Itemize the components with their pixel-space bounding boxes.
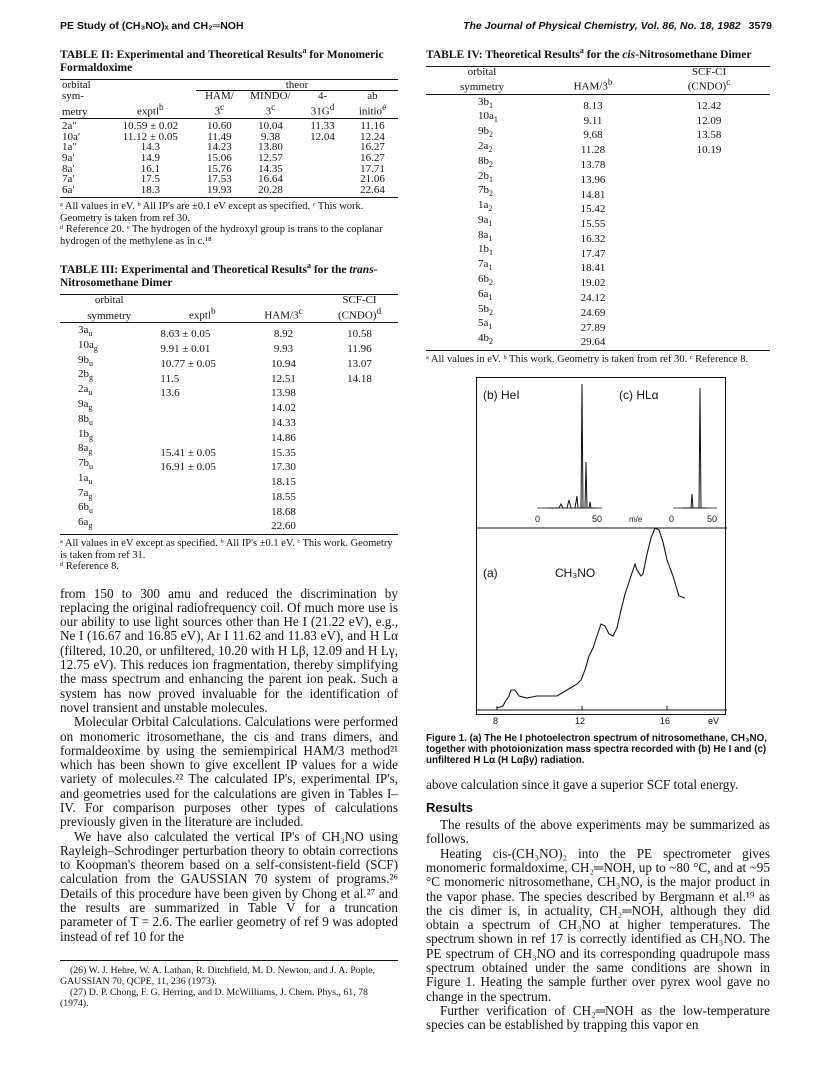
table-row bbox=[60, 502, 398, 517]
ham3-value: 27.89 bbox=[580, 321, 606, 334]
abinitio-value: 17.71 bbox=[360, 162, 385, 175]
exptl-value: 18.3 bbox=[105, 185, 196, 198]
abinitio-value: 21.06 bbox=[360, 173, 385, 186]
scf-ci-value bbox=[648, 215, 770, 230]
abinitio-value: 12.24 bbox=[360, 130, 385, 143]
mindo3-value: 13.80 bbox=[258, 141, 283, 154]
paragraph: from 150 to 300 amu and reduced the discrimination by replacing the original radiofrequency coil. Of much more use is our ability to use light sources other than He I (21.22 eV), e.g., Ne I (16.67 and 16.85 eV), Ar I 11.62 and 11.83 eV), and H Lα (filtered, 10.20, or unfiltered, 10.20 with H Lβ, 12.09 and H Lγ, 12.75 eV). This reduces ion fragmentation, thereby simplifying the mass spectrum and enhancing the parent ion peak. Such a system has now proved invaluable for the identification of novel transient and unstable molecules. bbox=[60, 585, 398, 715]
table-row bbox=[60, 414, 398, 429]
scf-ci-value: 13.58 bbox=[696, 129, 722, 142]
reference-26: (26) W. J. Hehre, W. A. Lathan, R. Ditchfield, M. D. Newton, and J. A. Pople, GAUSSIAN 70, QCPE, 11, 236 (1973). bbox=[60, 964, 376, 987]
orbital-symmetry: $2a_u$ bbox=[78, 383, 93, 398]
scf-ci-value bbox=[648, 289, 770, 304]
ham3-value: 11.28 bbox=[580, 144, 606, 157]
table-row bbox=[426, 171, 770, 186]
table-3 bbox=[60, 259, 398, 572]
scf-ci-value bbox=[648, 259, 770, 274]
right-column bbox=[426, 44, 770, 1033]
431g-value bbox=[298, 153, 347, 164]
ham3-value: 13.96 bbox=[580, 173, 606, 186]
orbital-symmetry: $6b_2$ bbox=[478, 273, 493, 288]
header-left: PE Study of (CH₃NO)ₓ and CH₂═NOH bbox=[60, 20, 244, 32]
paragraph: Heating cis-(CH₃NO)₂ into the PE spectrometer gives monomeric formaldoxime, CH₂═NOH, up to ~80 °C, and at ~95 °C monomeric nitrosomethane, CH₃NO, is the major product in the vapor phase. The species described by Bergmann et al.¹⁹ as the cis dimer is, in actuality, CH₂═NOH, although they did obtain a spectrum of CH₃NO at higher temperatures. The spectrum shown in ref 17 is correctly identified as CH₃NO. The PE spectrum of CH₃NO and its corresponding quadrupole mass spectrum obtained under the same conditions are shown in Figure 1. Heating the sample further over pyrex wool gave no change in the spectrum. bbox=[426, 845, 770, 1004]
431g-value: 11.33 bbox=[310, 120, 335, 133]
abinitio-value: 22.64 bbox=[347, 185, 398, 198]
mindo3-value: 12.57 bbox=[258, 152, 283, 165]
exptl-value bbox=[158, 414, 246, 429]
th-orbital-2: sym- bbox=[62, 90, 84, 103]
orbital-symmetry: 10a′ bbox=[62, 130, 81, 143]
table-row bbox=[60, 473, 398, 488]
figure-caption-label: Figure 1. bbox=[426, 733, 467, 745]
ham3-value: 24.12 bbox=[580, 292, 606, 305]
scf-ci-value bbox=[648, 244, 770, 259]
ham3-value: 15.06 bbox=[207, 152, 232, 165]
th-orbital-3: metry bbox=[60, 102, 105, 119]
th-theor: theor bbox=[196, 79, 398, 91]
exptl-value: 16.91 ± 0.05 bbox=[160, 461, 216, 474]
scf-ci-value: 14.18 bbox=[347, 372, 372, 385]
table-row bbox=[60, 384, 398, 399]
table-row bbox=[426, 111, 770, 126]
exptl-value bbox=[158, 473, 246, 488]
ham3-value: 18.41 bbox=[580, 262, 606, 275]
page-number: 3579 bbox=[748, 20, 772, 32]
label-a: (a) bbox=[483, 566, 498, 581]
scf-ci-value bbox=[321, 429, 398, 444]
orbital-symmetry: $4b_2$ bbox=[426, 333, 538, 350]
ham3-value: 17.53 bbox=[207, 173, 232, 186]
table-row bbox=[60, 458, 398, 473]
scf-ci-value bbox=[321, 502, 398, 517]
ham3-value: 19.93 bbox=[196, 185, 243, 198]
ham3-value: 15.55 bbox=[580, 218, 606, 231]
table-4-grid: orbital SCF-CI symmetry HAM/3$^b$ (CNDO)$^c$ $3b_1$ 8.13 12.42 $10a_1$ 9.11 12.09 $9b_2$ 9.68 13.58 $2a_2$ 11.28 10.19 $8b_2$ 13.78 $2b_1$ 13.96 $7b_2$ 14.81 $1a_2$ 15.42 $9a_1$ 15.55 $8a_1$ 16.32 $1b_1$ 17.47 $7a_1$ 18.41 $6b_2$ 19.02 $6a_1$ 24.12 $5b_2$ 24.69 $5a_1$ 27.89 $4b_2$ 29.64 bbox=[426, 66, 770, 351]
table-row bbox=[60, 488, 398, 503]
scf-ci-value bbox=[648, 230, 770, 245]
spectra-svg bbox=[477, 378, 727, 716]
pe-spectrum-curve bbox=[497, 528, 685, 708]
table-row bbox=[426, 289, 770, 304]
table-row bbox=[426, 274, 770, 289]
table-row bbox=[60, 119, 398, 132]
ham3-value: 14.23 bbox=[207, 141, 232, 154]
exptl-value: 8.63 ± 0.05 bbox=[160, 328, 211, 341]
ham3-value: 16.32 bbox=[580, 232, 606, 245]
exptl-value bbox=[158, 502, 246, 517]
scf-ci-value bbox=[321, 384, 398, 399]
scf-ci-value bbox=[321, 458, 398, 473]
orbital-symmetry: 6a′ bbox=[60, 185, 105, 198]
orbital-symmetry: $8a_1$ bbox=[478, 228, 493, 243]
mindo3-value: 16.64 bbox=[258, 173, 283, 186]
table-row bbox=[426, 215, 770, 230]
orbital-symmetry: $7a_g$ bbox=[78, 486, 93, 501]
scf-ci-value bbox=[648, 318, 770, 333]
table-row bbox=[60, 185, 398, 198]
orbital-symmetry: $2b_1$ bbox=[478, 169, 493, 184]
scf-ci-value bbox=[648, 304, 770, 319]
scf-ci-value: 13.07 bbox=[347, 357, 372, 370]
table-3-grid: orbital SCF-CI symmetry exptl$^b$ HAM/3$^c$ (CNDO)$^d$ $3a_u$ 8.63 ± 0.05 8.92 10.58 $10a_g$ 9.91 ± 0.01 9.93 11.96 $9b_u$ 10.77 ± 0.05 10.94 13.07 $2b_g$ 11.5 12.51 14.18 $2a_u$ 13.6 13.98 $9a_g$ 14.02 $8b_u$ 14.33 $1b_g$ 14.86 $8a_g$ 15.41 ± 0.05 15.35 $7b_u$ 16.91 ± 0.05 17.30 $1a_u$ 18.15 $7a_g$ 18.55 $6b_u$ 18.68 $6a_g$ 22.60 bbox=[60, 294, 398, 535]
header-right bbox=[463, 20, 772, 32]
abinitio-value: 11.16 bbox=[360, 120, 385, 133]
th4-scf: (CNDO)$^c$ bbox=[648, 77, 770, 94]
ham3-value: 14.02 bbox=[271, 402, 296, 415]
mass-tick-b0: 0 bbox=[535, 514, 541, 525]
label-c: (c) HLα bbox=[619, 388, 659, 403]
table-3-footnotes: ᵃ All values in eV except as specified. ᵇ All IP's ±0.1 eV. ᶜ This work. Geometry is taken from ref 31. ᵈ Reference 8. bbox=[60, 538, 393, 573]
orbital-symmetry: $2a_2$ bbox=[478, 140, 493, 155]
scf-ci-value: 11.96 bbox=[347, 343, 372, 356]
ham3-value: 9.93 bbox=[273, 343, 294, 356]
table-row bbox=[426, 244, 770, 259]
ham3-value: 22.60 bbox=[246, 517, 321, 534]
th-mindo3: 3$^c$ bbox=[243, 102, 298, 119]
figure-1 bbox=[426, 377, 770, 766]
orbital-symmetry: $10a_g$ bbox=[78, 338, 98, 354]
table-2-footnotes: ᵃ All values in eV. ᵇ All IP's are ±0.1 eV except as specified. ᶜ This work. Geometry is taken from ref 30. ᵈ Reference 20. ᵉ The hydrogen of the hydroxyl group is trans to the coplanar hydrogen of the methylene as in c.¹⁸ bbox=[60, 201, 383, 247]
table-2-grid: orbital theor sym- HAM/ MINDO/ 4- ab metry exptl$^b$ 3$^c$ 3$^c$ $31G^d$ initio$^e$ 2a″ 10.59 ± 0.02 10.60 10.04 11.33 11.16 10a′ 11.12 ± 0.05 11.49 9.38 12.04 12.24 1a″ 14.3 14.23 13.80 16.27 9a′ 14.9 15.06 12.57 16.27 8a′ 16.1 15.76 14.35 17.71 7a′ 17.5 17.53 16.64 21.06 6a′ 18.3 19.93 20.28 22.64 bbox=[60, 79, 398, 199]
scf-ci-value: 12.09 bbox=[696, 114, 722, 127]
orbital-symmetry: $8b_2$ bbox=[478, 154, 493, 169]
left-body-text bbox=[60, 587, 398, 944]
th-exptl: exptl$^b$ bbox=[105, 102, 196, 119]
orbital-symmetry: $6b_u$ bbox=[78, 501, 93, 516]
mass-spectrum-b bbox=[547, 384, 597, 508]
figure-caption-text: (a) The He I photoelectron spectrum of nitrosomethane, CH₃NO, together with photoionization mass spectra recorded with (b) He I and (c) unfiltered H Lα (H Lαβγ) radiation. bbox=[426, 733, 767, 767]
exptl-value: 13.6 bbox=[160, 387, 180, 400]
ham3-value: 10.94 bbox=[271, 357, 296, 370]
mindo3-value: 9.38 bbox=[260, 130, 281, 143]
ham3-value: 15.35 bbox=[271, 446, 296, 459]
ham3-value: 14.86 bbox=[271, 431, 296, 444]
exptl-value: 10.77 ± 0.05 bbox=[160, 357, 216, 370]
orbital-symmetry: $7a_1$ bbox=[478, 258, 493, 273]
mass-tick-b50: 50 bbox=[592, 514, 603, 525]
table-row bbox=[60, 517, 398, 534]
ham3-value: 18.68 bbox=[271, 505, 296, 518]
exptl-value: 9.91 ± 0.01 bbox=[160, 343, 211, 356]
ham3-value: 8.13 bbox=[583, 99, 603, 112]
orbital-symmetry: $8a_g$ bbox=[78, 442, 93, 457]
ev-tick-16: 16 bbox=[660, 716, 671, 727]
table-row bbox=[426, 259, 770, 274]
th3-ham3: HAM/3$^c$ bbox=[246, 306, 321, 323]
scf-ci-value: 10.19 bbox=[696, 144, 722, 157]
scf-ci-value bbox=[321, 517, 398, 534]
ham3-value: 15.42 bbox=[580, 203, 606, 216]
scf-ci-value bbox=[648, 156, 770, 171]
mass-spectrum-c bbox=[682, 388, 707, 508]
table-4-caption: TABLE IV: Theoretical Results$^a$ for the cis-Nitrosomethane Dimer bbox=[426, 46, 752, 61]
431g-value bbox=[298, 164, 347, 175]
exptl-value bbox=[158, 517, 246, 534]
mass-axis-label: m/e bbox=[629, 515, 643, 525]
paragraph: The results of the above experiments may be summarized as follows. bbox=[426, 817, 770, 847]
abinitio-value: 16.27 bbox=[360, 141, 385, 154]
exptl-value bbox=[158, 399, 246, 414]
reference-27: (27) D. P. Chong, F. G. Herring, and D. McWilliams, J. Chem. Phys., 61, 78 (1974). bbox=[60, 986, 368, 1009]
orbital-symmetry: $1b_1$ bbox=[478, 243, 493, 258]
ham3-value: 18.15 bbox=[271, 476, 296, 489]
orbital-symmetry: $8b_u$ bbox=[78, 412, 93, 427]
ham3-value: 17.47 bbox=[580, 247, 606, 260]
th3-scf: (CNDO)$^d$ bbox=[321, 306, 398, 323]
scf-ci-value bbox=[321, 443, 398, 458]
table-row bbox=[60, 429, 398, 444]
table-row bbox=[60, 443, 398, 458]
orbital-symmetry: $9a_g$ bbox=[78, 398, 93, 413]
exptl-value: 15.41 ± 0.05 bbox=[160, 446, 216, 459]
orbital-symmetry: 2a″ bbox=[62, 120, 77, 133]
exptl-value bbox=[158, 488, 246, 503]
paragraph: Molecular Orbital Calculations. Calculations were performed on monomeric itrosomethane, the cis and trans dimers, and formaldeoxime by using the semiempirical HAM/3 method²¹ which has been shown to give excellent IP values for a wide variety of molecules.²² The calculated IP's, experimental IP's, and geometries used for the calculations are given in Tables I–IV. For comparison purposes other types of calculations previously given in the literature are included. bbox=[60, 714, 398, 830]
table-row bbox=[60, 355, 398, 370]
exptl-value: 14.9 bbox=[140, 152, 160, 165]
ham3-value: 11.49 bbox=[207, 130, 232, 143]
mindo3-value: 20.28 bbox=[243, 185, 298, 198]
orbital-symmetry: $9a_1$ bbox=[478, 213, 493, 229]
ham3-value: 14.81 bbox=[580, 188, 606, 201]
table-row bbox=[426, 200, 770, 215]
scf-ci-value bbox=[648, 274, 770, 289]
orbital-symmetry: $3b_1$ bbox=[478, 95, 493, 110]
paragraph: above calculation since it gave a superior SCF total energy. bbox=[426, 777, 739, 793]
orbital-symmetry: $1a_2$ bbox=[478, 199, 493, 214]
scf-ci-value bbox=[648, 171, 770, 186]
table-row bbox=[426, 318, 770, 333]
table-3-caption: TABLE III: Experimental and Theoretical Results$^a$ for the trans-Nitrosomethane Dimer bbox=[60, 261, 378, 290]
scf-ci-value bbox=[321, 399, 398, 414]
exptl-value bbox=[158, 429, 246, 444]
th-abinitio: initio$^e$ bbox=[347, 102, 398, 119]
abinitio-value: 16.27 bbox=[360, 152, 385, 165]
orbital-symmetry: $10a_1$ bbox=[478, 110, 498, 125]
mindo3-value: 10.04 bbox=[258, 120, 283, 133]
table-row bbox=[426, 126, 770, 141]
scf-ci-value: 10.58 bbox=[347, 328, 372, 341]
orbital-symmetry: $1a_u$ bbox=[78, 471, 93, 487]
running-header bbox=[60, 20, 772, 36]
scf-ci-value bbox=[648, 200, 770, 215]
paragraph: Further verification of CH₂═NOH as the low-temperature species can be established by trapping this vapor en bbox=[426, 1002, 770, 1033]
ham3-value: 18.55 bbox=[271, 490, 296, 503]
ham3-value: 12.51 bbox=[271, 372, 296, 385]
orbital-symmetry: $7b_u$ bbox=[78, 457, 93, 472]
figure-1-plot bbox=[476, 377, 726, 715]
orbital-symmetry: 9a′ bbox=[62, 152, 75, 165]
orbital-symmetry: $1b_g$ bbox=[78, 427, 93, 442]
th4-ham3: HAM/3$^b$ bbox=[538, 77, 648, 94]
th-ham3: 3$^c$ bbox=[196, 102, 243, 119]
orbital-symmetry: 1a″ bbox=[62, 141, 77, 154]
table-row bbox=[426, 141, 770, 156]
ham3-value: 13.98 bbox=[271, 387, 296, 400]
orbital-symmetry: $9b_2$ bbox=[478, 125, 493, 140]
orbital-symmetry: 8a′ bbox=[62, 162, 75, 175]
left-column bbox=[60, 44, 398, 1009]
table-row bbox=[426, 156, 770, 171]
table-row bbox=[60, 399, 398, 414]
scf-ci-value: 12.42 bbox=[696, 99, 722, 112]
th3-exptl: exptl$^b$ bbox=[158, 306, 246, 323]
orbital-symmetry: $5a_1$ bbox=[478, 317, 493, 332]
431g-value bbox=[298, 142, 347, 153]
mass-tick-c50: 50 bbox=[707, 514, 718, 525]
orbital-symmetry: $6a_1$ bbox=[478, 287, 493, 303]
orbital-symmetry: $7b_2$ bbox=[478, 184, 493, 199]
scf-ci-value bbox=[648, 333, 770, 350]
ham3-value: 29.64 bbox=[538, 333, 648, 350]
scf-ci-value bbox=[321, 488, 398, 503]
paragraph: We have also calculated the vertical IP's of CH₃NO using Rayleigh–Schrodinger perturbation theory to obtain corrections to Koopman's theorem based on a self-consistent-field (SCF) calculation from the GAUSSIAN 70 system of programs.²⁶ Details of this procedure have been given by Chong et al.²⁷ and the results are summarized in Table V for a truncation parameter of T = 2.6. The earlier geometry of ref 9 was adopted instead of ref 10 for the bbox=[60, 828, 398, 944]
table-row bbox=[426, 304, 770, 319]
table-row bbox=[426, 94, 770, 111]
orbital-symmetry: 7a′ bbox=[62, 173, 75, 186]
label-molecule: CH₃NO bbox=[555, 566, 596, 581]
ham3-value: 24.69 bbox=[580, 306, 606, 319]
exptl-value: 11.12 ± 0.05 bbox=[122, 130, 178, 143]
mass-tick-c0: 0 bbox=[669, 514, 675, 525]
ev-tick-labels bbox=[476, 715, 726, 727]
table-row bbox=[60, 369, 398, 384]
exptl-value: 17.5 bbox=[140, 173, 160, 186]
orbital-symmetry: $2b_g$ bbox=[78, 368, 93, 383]
journal-name: The Journal of Physical Chemistry, Vol. 86, No. 18, 1982 bbox=[463, 20, 741, 32]
ham3-value: 10.60 bbox=[207, 120, 232, 133]
label-b: (b) HeI bbox=[483, 388, 520, 403]
ham3-value: 14.33 bbox=[271, 416, 296, 429]
table-2-caption: TABLE II: Experimental and Theoretical Results$^a$ for Monomeric Formaldoxime bbox=[60, 46, 384, 74]
ham3-value: 19.02 bbox=[580, 277, 606, 290]
orbital-symmetry: $3a_u$ bbox=[78, 324, 93, 339]
431g-value bbox=[298, 185, 347, 198]
table-row bbox=[426, 333, 770, 350]
references bbox=[60, 960, 398, 1009]
431g-value bbox=[298, 174, 347, 185]
ham3-value: 8.92 bbox=[273, 328, 294, 341]
ham3-value: 9.68 bbox=[583, 129, 603, 142]
table-4-footnotes: ᵃ All values in eV. ᵇ This work. Geometry is taken from ref 30. ᶜ Reference 8. bbox=[426, 353, 749, 365]
scf-ci-value bbox=[648, 185, 770, 200]
figure-1-caption bbox=[426, 733, 770, 766]
431g-value: 12.04 bbox=[310, 130, 335, 143]
section-heading-results: Results bbox=[426, 799, 473, 815]
orbital-symmetry: $9b_u$ bbox=[78, 353, 93, 368]
ev-tick-12: 12 bbox=[575, 716, 586, 727]
table-row bbox=[426, 185, 770, 200]
ham3-value: 13.78 bbox=[580, 158, 606, 171]
ev-tick-8: 8 bbox=[493, 716, 499, 727]
mindo3-value: 14.35 bbox=[258, 162, 283, 175]
table-4 bbox=[426, 44, 770, 365]
scf-ci-value bbox=[321, 473, 398, 488]
ev-unit: eV bbox=[708, 716, 720, 727]
th-orbital-1: orbital bbox=[62, 79, 91, 92]
exptl-value: 11.5 bbox=[160, 372, 180, 385]
table-row bbox=[60, 340, 398, 355]
ham3-value: 17.30 bbox=[271, 461, 296, 474]
exptl-value: 14.3 bbox=[140, 141, 160, 154]
orbital-symmetry: $5b_2$ bbox=[478, 302, 493, 317]
table-row bbox=[426, 230, 770, 245]
ham3-value: 9.11 bbox=[583, 114, 603, 127]
th-431g: $31G^d$ bbox=[298, 102, 347, 119]
exptl-value: 16.1 bbox=[140, 162, 160, 175]
scf-ci-value bbox=[321, 414, 398, 429]
exptl-value: 10.59 ± 0.02 bbox=[122, 120, 179, 133]
ham3-value: 15.76 bbox=[207, 162, 232, 175]
table-row bbox=[60, 323, 398, 340]
table-2 bbox=[60, 44, 398, 247]
orbital-symmetry: $6a_g$ bbox=[60, 517, 158, 534]
right-body-text bbox=[426, 778, 770, 1032]
